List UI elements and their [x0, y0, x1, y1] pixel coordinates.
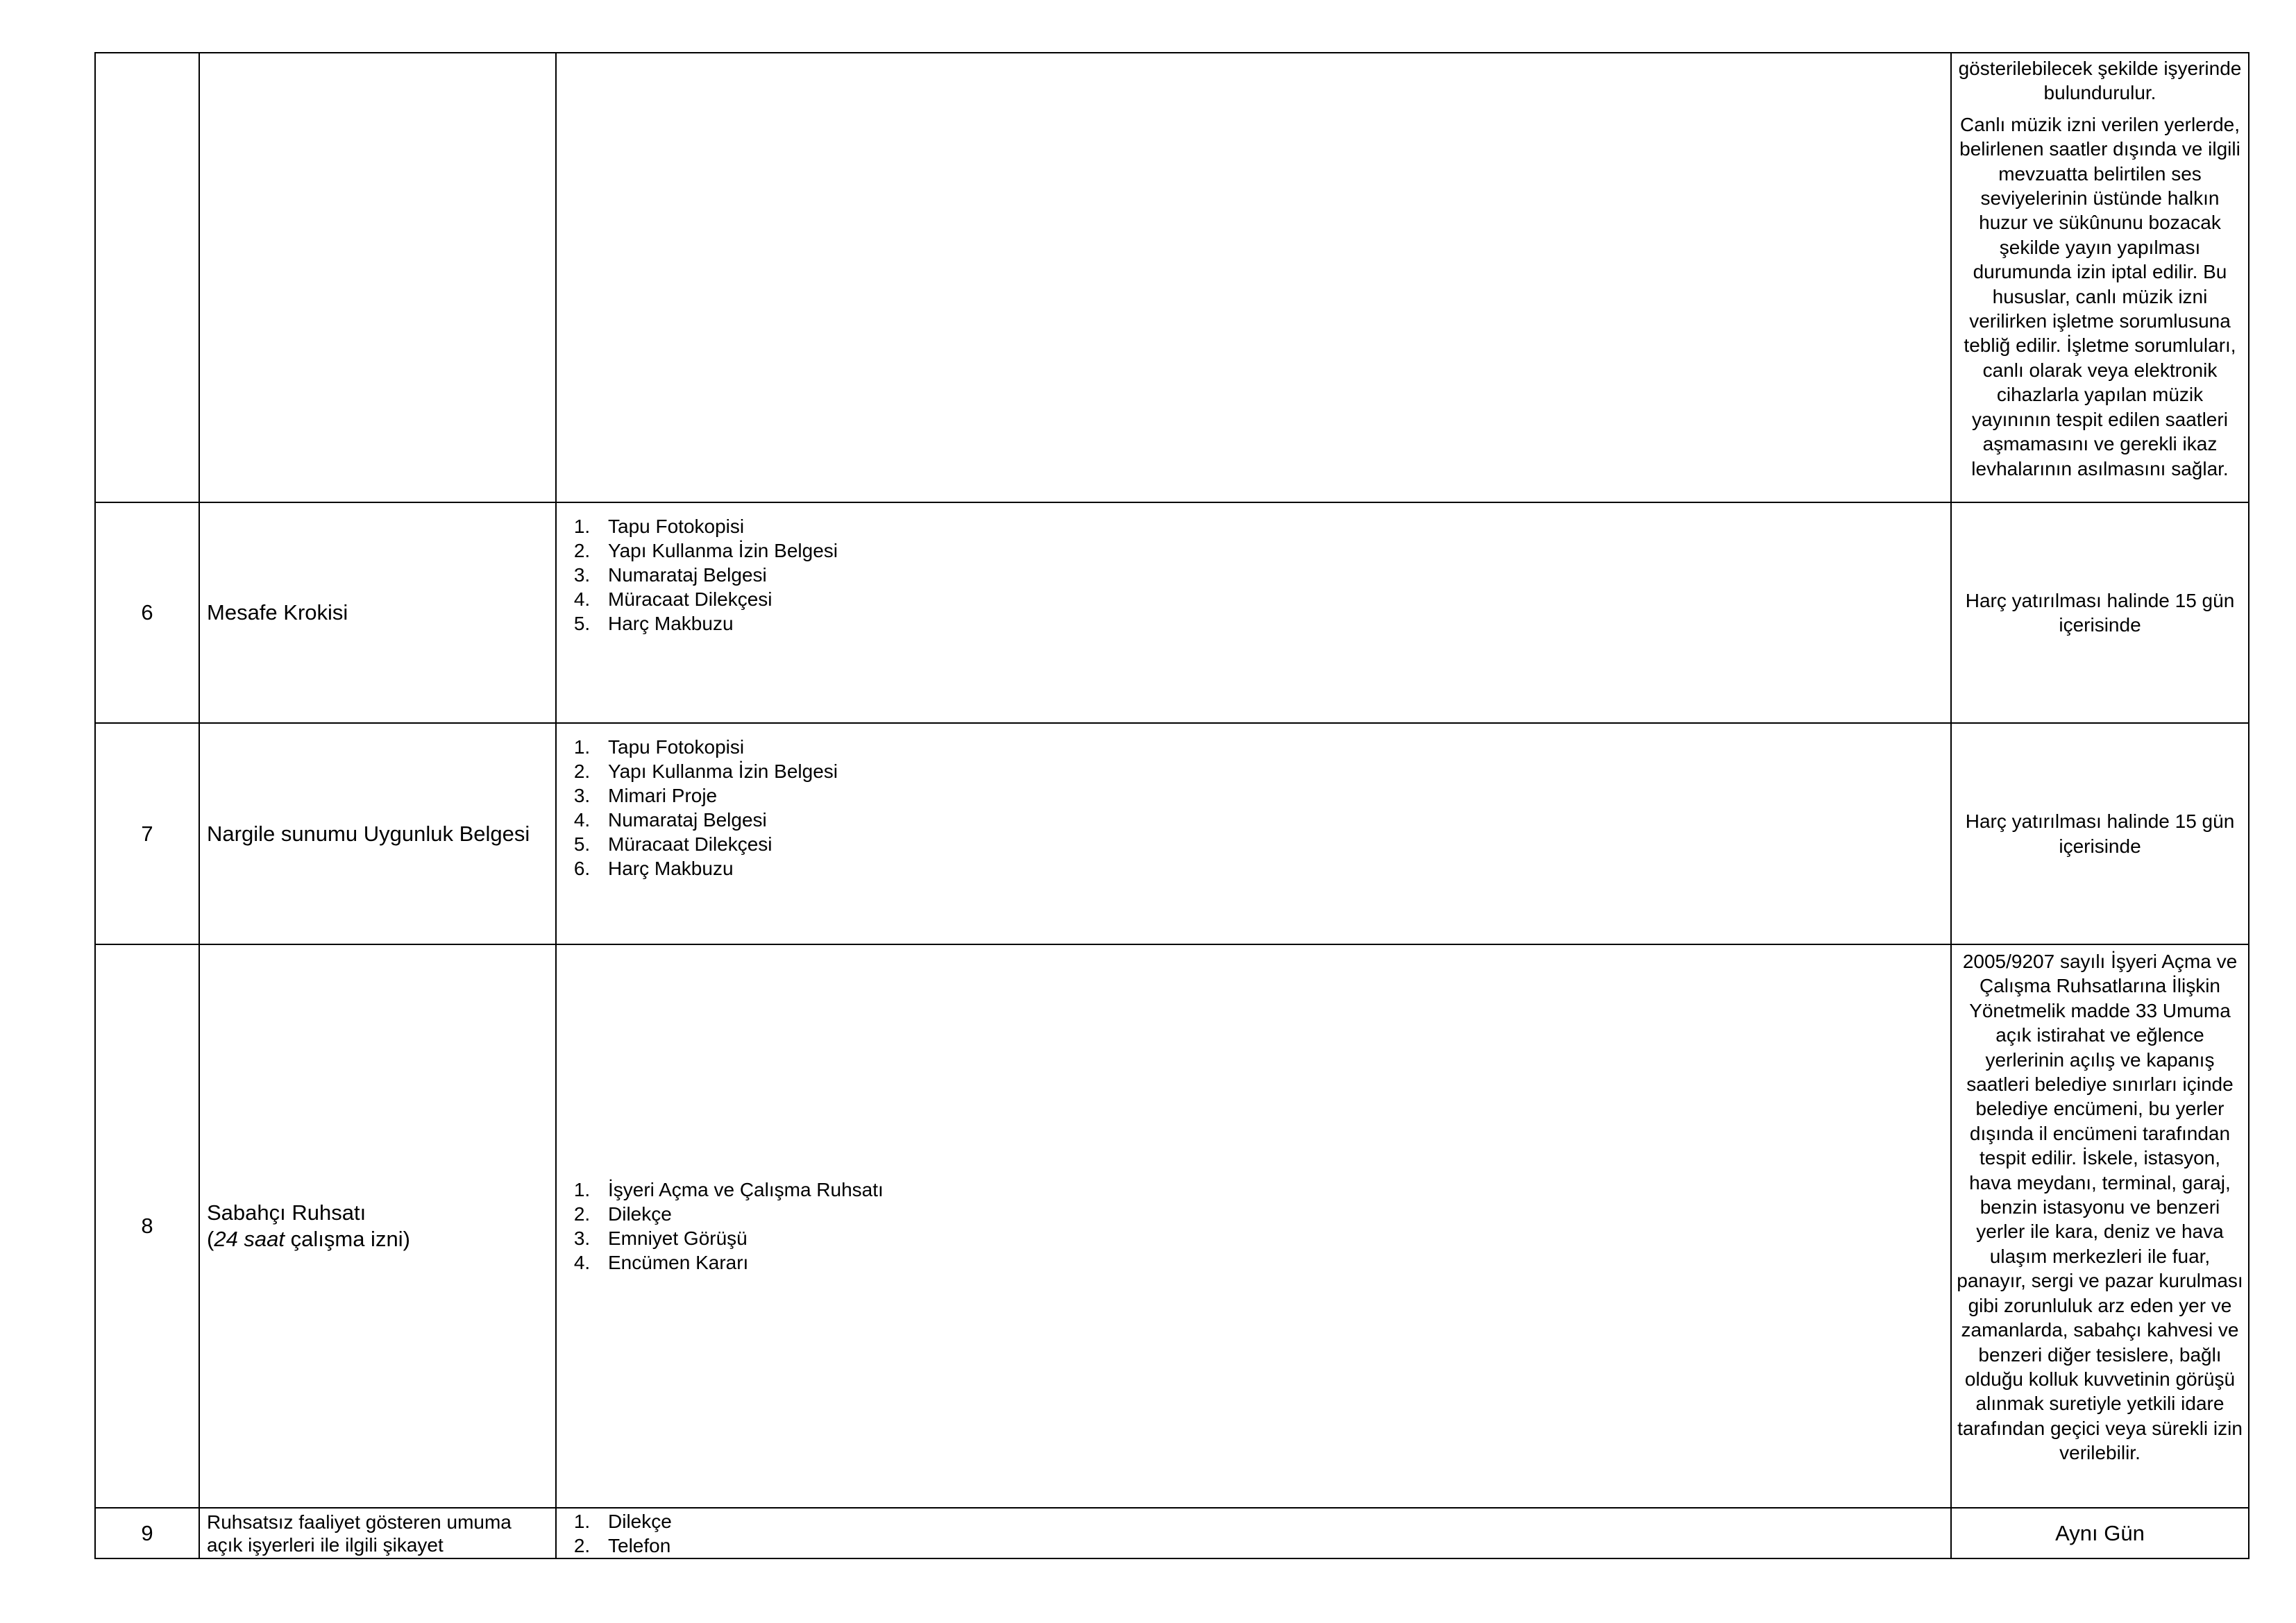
required-documents [556, 53, 1951, 502]
table-row-9 [95, 1508, 2249, 1558]
document-list [557, 514, 1950, 636]
document-item: 1. Tapu Fotokopisi [596, 514, 1950, 538]
service-name [199, 53, 556, 502]
completion-note [1951, 53, 2249, 502]
service-name: Ruhsatsız faaliyet gösteren umuma açık işyerleri ile ilgili şikayet [199, 1508, 556, 1558]
required-documents [556, 944, 1951, 1508]
completion-note [1951, 944, 2249, 1508]
services-table [94, 52, 2249, 1559]
document-list [557, 1509, 1950, 1558]
table-row-8 [95, 944, 2249, 1508]
document-list [557, 735, 1950, 881]
completion-note [1951, 1508, 2249, 1558]
required-documents [556, 502, 1951, 723]
table-row-continuation [95, 53, 2249, 502]
note-text: Harç yatırılması halinde 15 gün içerisinde [1965, 589, 2235, 636]
document-item: 6. Harç Makbuzu [596, 856, 1950, 881]
service-name: Nargile sunumu Uygunluk Belgesi [199, 723, 556, 944]
row-number: 7 [95, 723, 199, 944]
note-text: Aynı Gün [2055, 1520, 2145, 1545]
document-item: 1. Dilekçe [596, 1509, 1950, 1533]
document-item: 5. Müracaat Dilekçesi [596, 832, 1950, 856]
document-item: 1. İşyeri Açma ve Çalışma Ruhsatı [596, 1178, 1950, 1202]
service-name: Mesafe Krokisi [199, 502, 556, 723]
required-documents [556, 1508, 1951, 1558]
document-item: 2. Telefon [596, 1533, 1950, 1558]
row-number: 8 [95, 944, 199, 1508]
row-number [95, 53, 199, 502]
service-name [199, 944, 556, 1508]
required-documents [556, 723, 1951, 944]
service-name-rest: çalışma izni) [285, 1227, 410, 1251]
service-name-italic: 24 saat [214, 1227, 285, 1251]
document-item: 2. Yapı Kullanma İzin Belgesi [596, 759, 1950, 783]
document-item: 4. Müracaat Dilekçesi [596, 587, 1950, 611]
document-item: 4. Encümen Kararı [596, 1250, 1950, 1275]
note-paragraph: gösterilebilecek şekilde işyerinde bulundurulur. [1958, 58, 2242, 104]
service-name-paren-open: ( [207, 1227, 214, 1251]
completion-note [1951, 723, 2249, 944]
document-item: 5. Harç Makbuzu [596, 611, 1950, 636]
table-row-6 [95, 502, 2249, 723]
note-text: 2005/9207 sayılı İşyeri Açma ve Çalışma Ruhsatlarına İlişkin Yönetmelik madde 33 Umuma açık istirahat ve eğlence yerlerinin açılış ve kapanış saatleri belediye sınırları içinde belediye encümeni, bu yerler dışında il encümeni tarafından tespit edilir. İskele, istasyon, hava meydanı, terminal, garaj, benzin istasyonu ve benzeri yerler ile kara, deniz ve hava ulaşım merkezleri ile fuar, panayır, sergi ve pazar kurulması gibi zorunluluk arz eden yer ve zamanlarda, sabahçı kahvesi ve benzeri diğer tesislere, bağlı olduğu kolluk kuvvetinin görüşü alınmak suretiyle yetkili idare tarafından geçici veya sürekli izin verilebilir. [1957, 951, 2243, 1464]
document-item: 2. Dilekçe [596, 1202, 1950, 1226]
note-paragraph: Canlı müzik izni verilen yerlerde, belirlenen saatler dışında ve ilgili mevzuatta belirtilen ses seviyelerinin üstünde halkın huzur ve sükûnunu bozacak şekilde yayın yapılması durumunda izin iptal edilir. Bu hususlar, canlı müzik izni verilirken işletme sorumlusuna tebliğ edilir. İşletme sorumluları, canlı olarak veya elektronik cihazlarla yapılan müzik yayınının tespit edilen saatleri aşmamasını ve gerekli ikaz levhalarının asılmasını sağlar. [1959, 113, 2240, 479]
document-item: 2. Yapı Kullanma İzin Belgesi [596, 538, 1950, 563]
document-item: 3. Emniyet Görüşü [596, 1226, 1950, 1250]
document-list [557, 1178, 1950, 1275]
service-name-line1: Sabahçı Ruhsatı [207, 1200, 366, 1225]
document-item: 1. Tapu Fotokopisi [596, 735, 1950, 759]
completion-note [1951, 502, 2249, 723]
table-row-7 [95, 723, 2249, 944]
document-item: 4. Numarataj Belgesi [596, 808, 1950, 832]
note-text: Harç yatırılması halinde 15 gün içerisinde [1965, 810, 2235, 857]
document-item: 3. Numarataj Belgesi [596, 563, 1950, 587]
document-item: 3. Mimari Proje [596, 783, 1950, 808]
row-number: 6 [95, 502, 199, 723]
row-number: 9 [95, 1508, 199, 1558]
